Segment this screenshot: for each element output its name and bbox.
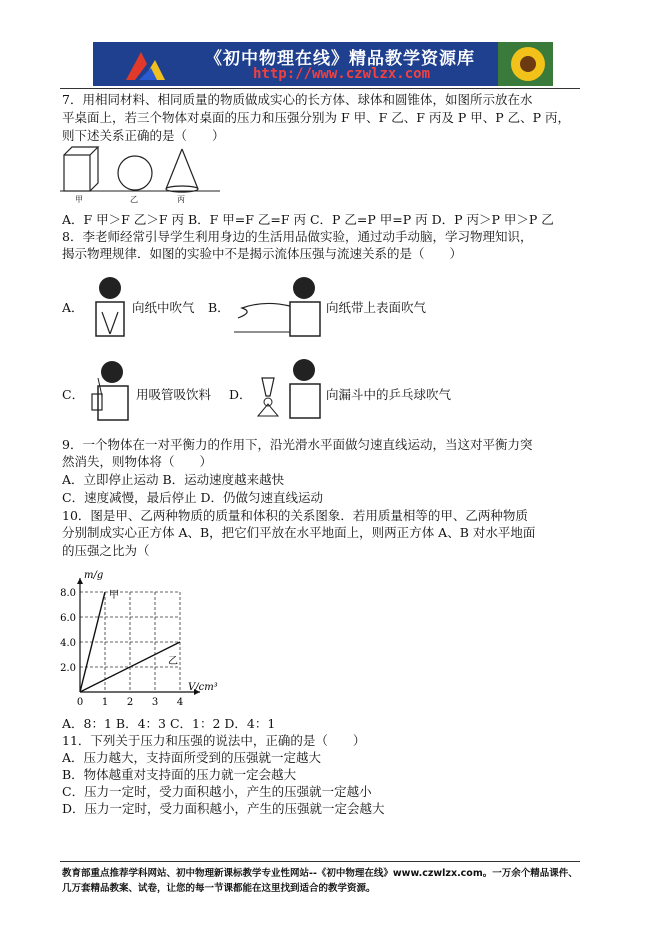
q11-option-b: B．物体越重对支持面的压力就一定会越大 — [62, 767, 297, 782]
q7-line3: 则下述关系正确的是（ ） — [62, 128, 225, 143]
cuboid-shape — [64, 155, 90, 191]
mass-volume-chart — [58, 560, 238, 714]
x-tick-label: 0 — [76, 697, 84, 708]
q9-line1: 9．一个物体在一对平衡力的作用下，沿光滑水平面做匀速直线运动，当这对平衡力突 — [62, 437, 533, 452]
q8-line2: 揭示物理规律．如图的实验中不是揭示流体压强与流速关系的是（ ） — [62, 246, 463, 261]
site-logo — [121, 46, 171, 84]
q8-d-label: D． — [229, 387, 252, 402]
q8-a-illustration — [88, 272, 132, 342]
x-tick-label: 1 — [101, 697, 109, 708]
x-tick-label: 2 — [126, 697, 134, 708]
x-axis-label: V/cm³ — [188, 682, 218, 693]
q8-b-text: 向纸带上表面吹气 — [326, 300, 427, 315]
y-tick-label: 4.0 — [60, 638, 76, 649]
q11-option-c: C．压力一定时，受力面积越小，产生的压强就一定越小 — [62, 784, 372, 799]
footer-line2: 几万套精品教案、试卷，让您的每一节课都能在这里找到适合的教学资源。 — [62, 883, 376, 894]
q8-c-illustration — [88, 356, 136, 426]
q8-line1: 8．李老师经常引导学生利用身边的生活用品做实验，通过动手动脑，学习物理知识， — [62, 229, 533, 244]
footer-rule — [60, 861, 580, 862]
y-tick-label: 8.0 — [60, 588, 76, 599]
fig-label-jia: 甲 — [75, 195, 83, 204]
fig-label-bing: 丙 — [177, 195, 185, 204]
q7-line2: 平桌面上，若三个物体对桌面的压力和压强分别为 F 甲、F 乙、F 丙及 P 甲、P 乙、P 丙， — [62, 110, 571, 125]
q8-b-illustration — [234, 272, 326, 342]
q8-d-text: 向漏斗中的乒乓球吹气 — [326, 387, 452, 402]
x-tick-label: 4 — [176, 697, 184, 708]
q8-a-text: 向纸中吹气 — [132, 300, 195, 315]
series-label-yi: 乙 — [168, 656, 178, 667]
banner-url[interactable]: http://www.czwlzx.com — [253, 66, 431, 82]
banner-title: 《初中物理在线》精品教学资源库 — [205, 49, 475, 69]
sunflower-icon — [498, 42, 553, 86]
y-tick-label: 6.0 — [60, 613, 76, 624]
series-label-jia: 甲 — [109, 590, 119, 601]
q7-line1: 7．用相同材料、相同质量的物质做成实心的长方体、球体和圆锥体，如图所示放在水 — [62, 92, 533, 107]
sphere-shape — [118, 156, 152, 190]
x-tick-label: 3 — [151, 697, 159, 708]
header-rule — [60, 88, 580, 89]
cone-shape — [166, 149, 198, 189]
q9-opt1: A．立即停止运动 B．运动速度越来越快 — [62, 472, 285, 487]
q8-b-label: B． — [208, 300, 230, 315]
q8-a-label: A． — [62, 300, 84, 315]
q8-d-illustration — [256, 356, 326, 426]
q11-line1: 11．下列关于压力和压强的说法中，正确的是（ ） — [62, 733, 366, 748]
q10-line1: 10．图是甲、乙两种物质的质量和体积的关系图象．若用质量相等的甲、乙两种物质 — [62, 508, 528, 523]
q7-options: A．F 甲＞F 乙＞F 丙 B．F 甲=F 乙=F 丙 C．P 乙=P 甲=P 丙 D．P 丙＞P 甲＞P 乙 — [62, 212, 554, 227]
q10-line2: 分别制成实心正方体 A、B，把它们平放在水平地面上，则两正方体 A、B 对水平地面 — [62, 525, 536, 540]
q9-line2: 然消失，则物体将（ ） — [62, 454, 213, 469]
y-tick-label: 2.0 — [60, 663, 76, 674]
y-axis-label: m/g — [84, 570, 104, 581]
q10-options: A．8：1 B．4：3 C．1：2 D．4：1 — [62, 716, 276, 731]
q11-option-d: D．压力一定时，受力面积越小，产生的压强就一定会越大 — [62, 801, 385, 816]
fig-label-yi: 乙 — [130, 195, 138, 204]
q8-c-label: C． — [62, 387, 85, 402]
header-banner — [93, 42, 553, 86]
q7-figure — [60, 143, 220, 205]
q8-c-text: 用吸管吸饮料 — [136, 387, 212, 402]
footer-line1: 教育部重点推荐学科网站、初中物理新课标教学专业性网站--《初中物理在线》www.czwlzx.com。一万余个精品课件、 — [62, 868, 578, 879]
q11-option-a: A．压力越大，支持面所受到的压强就一定越大 — [62, 750, 322, 765]
q9-opt2: C．速度减慢，最后停止 D．仍做匀速直线运动 — [62, 490, 324, 505]
y-axis-arrow — [77, 578, 83, 584]
q10-line3: 的压强之比为（ — [62, 543, 150, 558]
